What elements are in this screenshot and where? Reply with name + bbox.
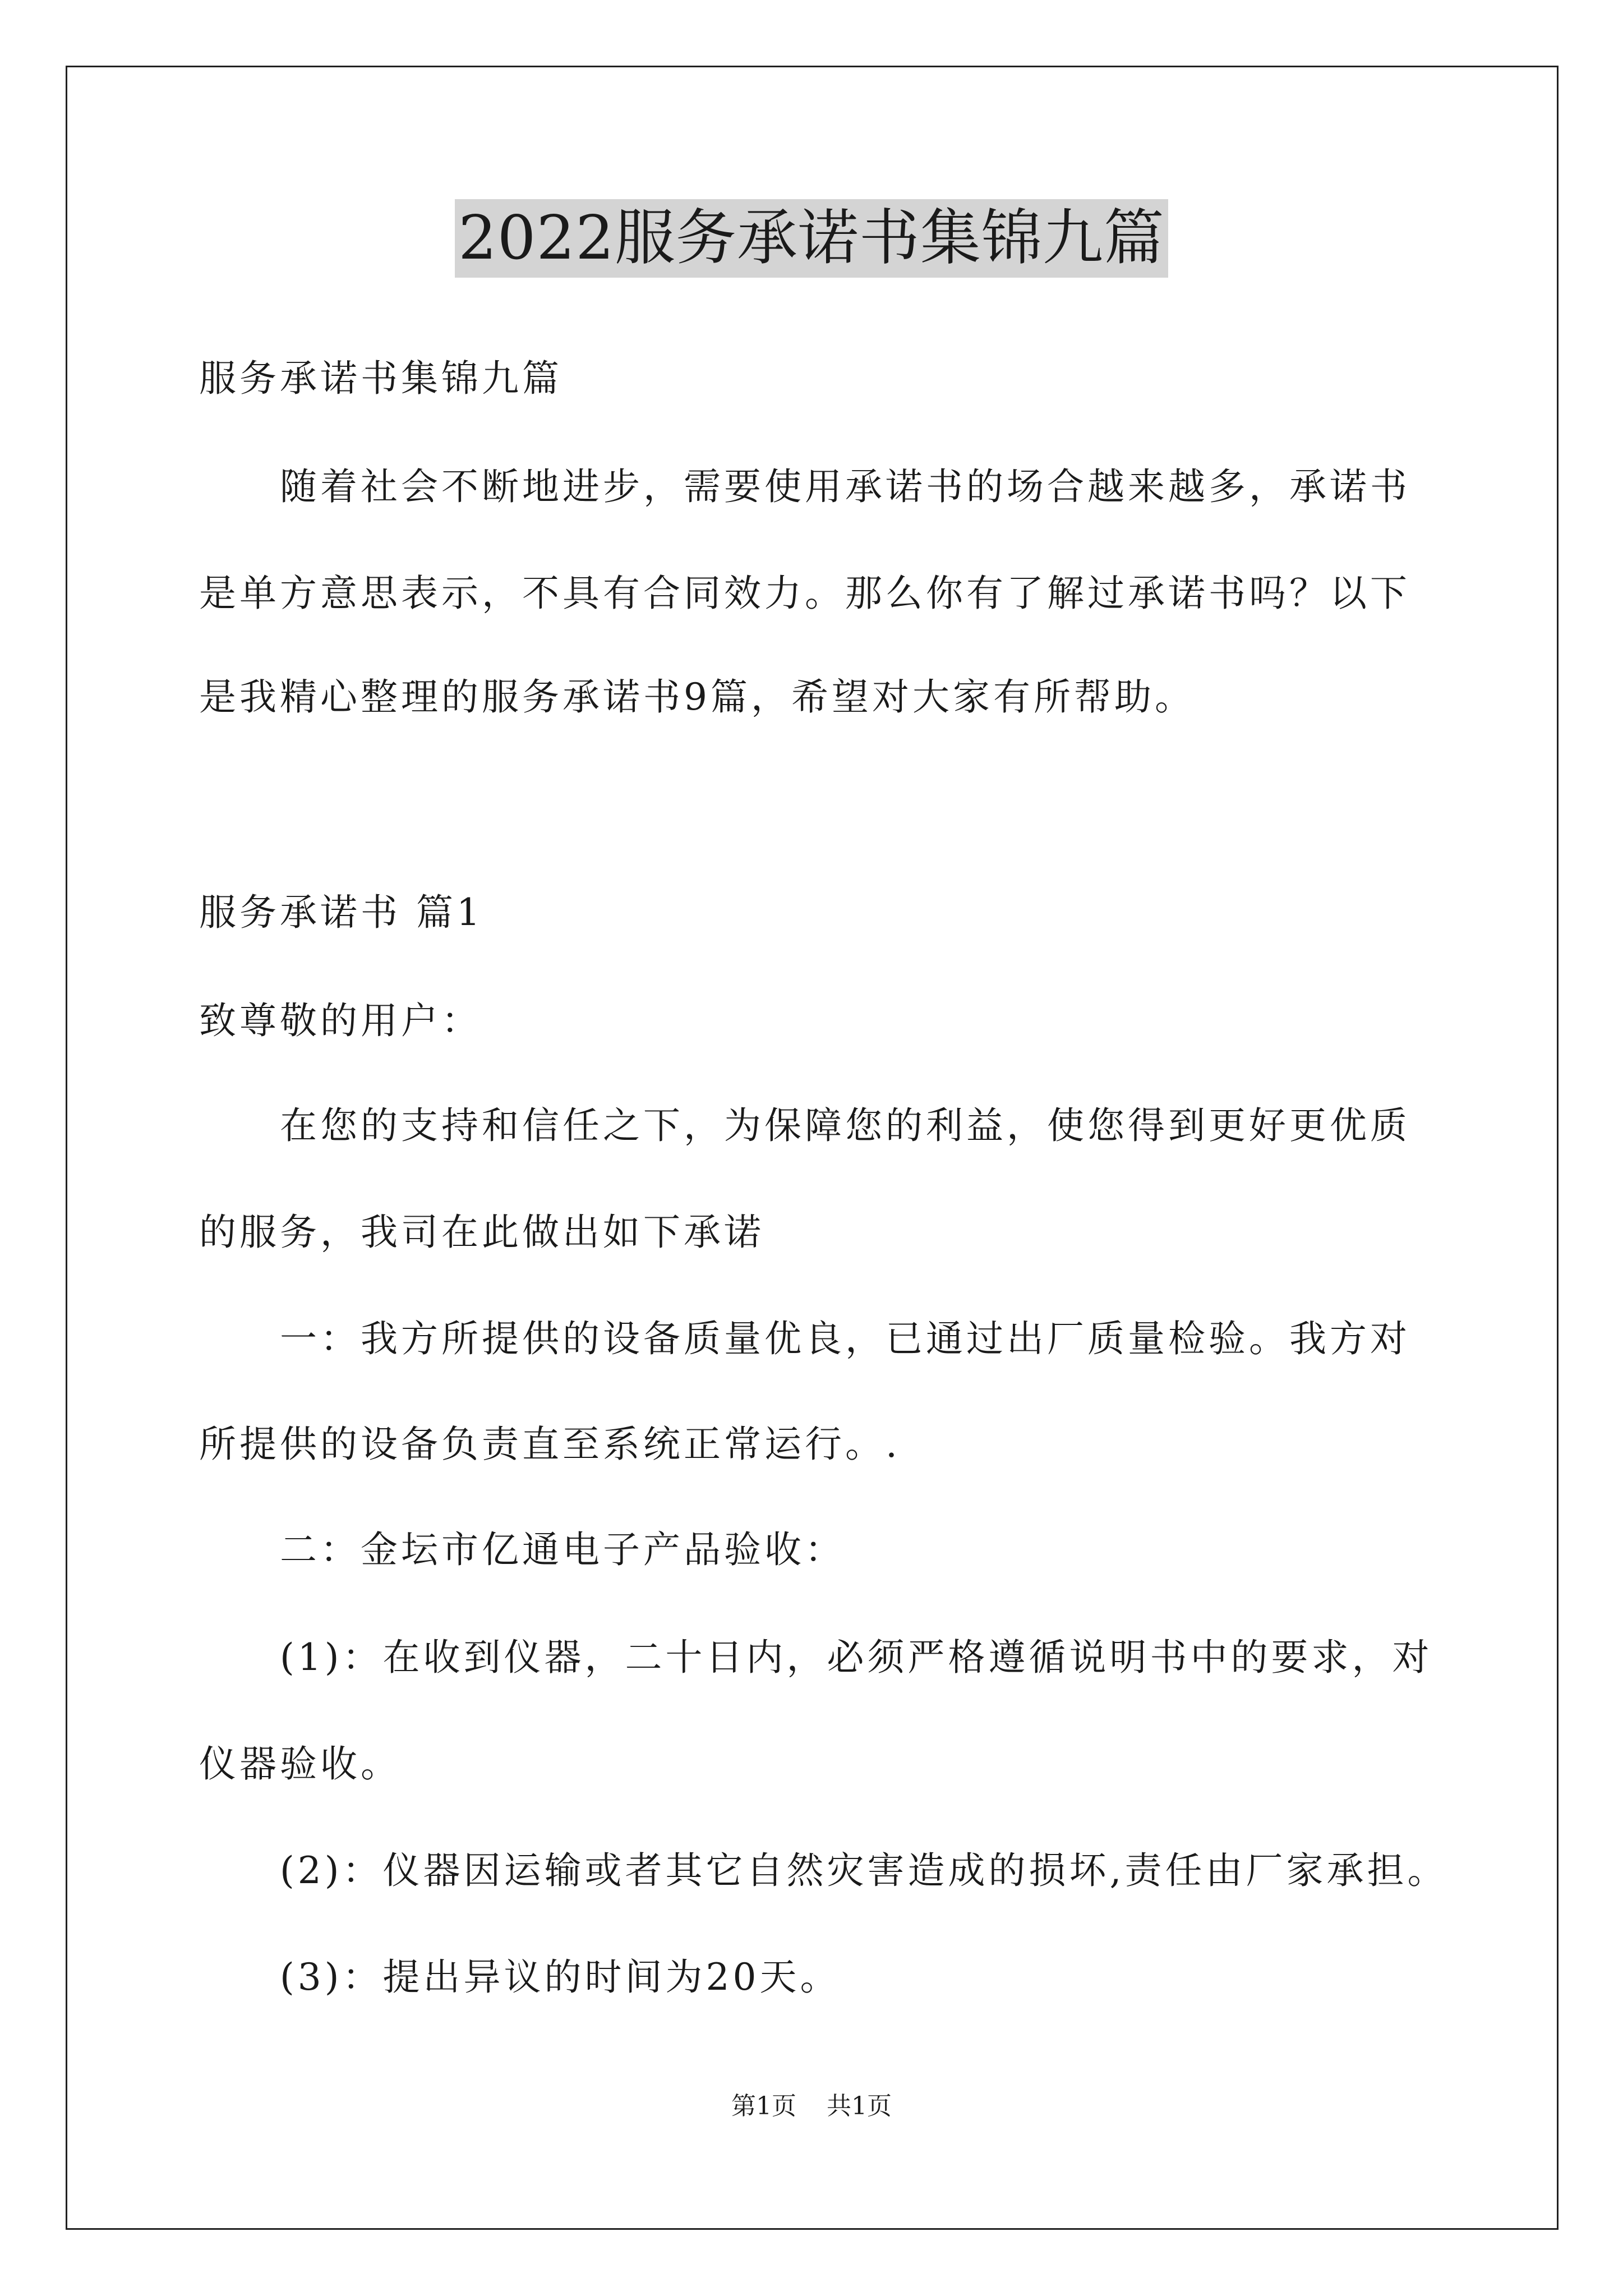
page-number: 第1页 xyxy=(731,2092,796,2120)
paragraph-line: 随着社会不断地进步，需要使用承诺书的场合越来越多，承诺书 xyxy=(199,465,1410,508)
paragraph-line: (2)：仪器因运输或者其它自然灾害造成的损坏,责任由厂家承担。 xyxy=(199,1849,1448,1892)
paragraph-line: 一：我方所提供的设备质量优良，已通过出厂质量检验。我方对 xyxy=(199,1317,1410,1360)
subtitle-line: 服务承诺书集锦九篇 xyxy=(199,357,562,400)
paragraph-line: 是我精心整理的服务承诺书9篇，希望对大家有所帮助。 xyxy=(199,675,1195,719)
paragraph-line: 二：金坛市亿通电子产品验收： xyxy=(199,1528,845,1571)
paragraph-line: 仪器验收。 xyxy=(199,1742,401,1786)
paragraph-line: (3)：提出异议的时间为20天。 xyxy=(199,1955,841,1999)
document-title: 2022服务承诺书集锦九篇 xyxy=(455,199,1168,278)
paragraph-line: 在您的支持和信任之下，为保障您的利益，使您得到更好更优质 xyxy=(199,1104,1410,1147)
title-wrapper xyxy=(0,199,1623,278)
paragraph-line: (1)：在收到仪器，二十日内，必须严格遵循说明书中的要求，对 xyxy=(199,1636,1433,1679)
paragraph-line: 的服务，我司在此做出如下承诺 xyxy=(199,1211,764,1254)
paragraph-line: 是单方意思表示，不具有合同效力。那么你有了解过承诺书吗？以下 xyxy=(199,572,1410,615)
paragraph-line: 所提供的设备负责直至系统正常运行。. xyxy=(199,1423,901,1466)
page-total: 共1页 xyxy=(827,2092,892,2120)
page-footer xyxy=(0,2090,1623,2123)
salutation-line: 致尊敬的用户： xyxy=(199,999,482,1042)
section-heading: 服务承诺书 篇1 xyxy=(199,891,483,934)
